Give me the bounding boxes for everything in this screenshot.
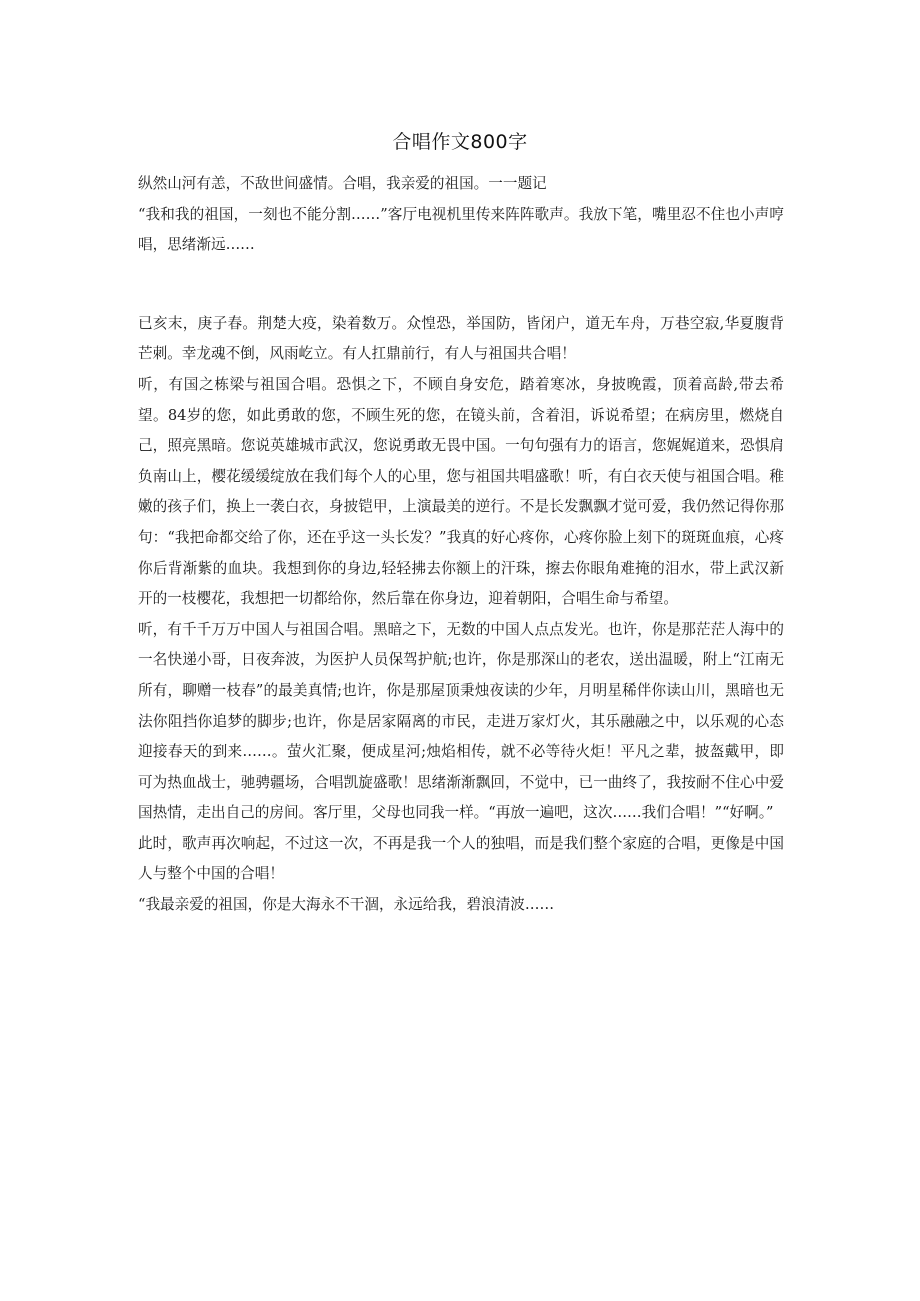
document-title: 合唱作文800字	[392, 131, 528, 153]
paragraph-family-chorus: 此时，歌声再次响起，不过这一次，不再是我一个人的独唱，而是我们整个家庭的合唱，更像是中国人与整个中国的合唱！	[138, 834, 784, 883]
paragraph-background: 已亥末，庚子春。荆楚大疫，染着数万。众惶恐，举国防，皆闭户，道无车舟，万巷空寂,华夏腹背芒刺。幸龙魂不倒，风雨屹立。有人扛鼎前行，有人与祖国共合唱！	[138, 314, 784, 363]
paragraph-intro: “我和我的祖国，一刻也不能分割……”客厅电视机里传来阵阵歌声。我放下笔，嘴里忍不住也小声哼唱，思绪渐远……	[138, 205, 784, 254]
paragraph-closing-lyric: “我最亲爱的祖国，你是大海永不干涸，永远给我，碧浪清波……	[138, 896, 555, 914]
document-body	[138, 169, 784, 921]
paragraph-pillars-and-angels: 听，有国之栋梁与祖国合唱。恐惧之下，不顾自身安危，踏着寒冰，身披晚霞，顶着高龄,带去希望。84岁的您，如此勇敢的您，不顾生死的您，在镜头前，含着泪，诉说希望；在病房里，燃烧自己，照亮黑暗。您说英雄城市武汉，您说勇敢无畏中国。一句句强有力的语言，您娓娓道来，恐惧肩负南山上，樱花缓缓绽放在我们每个人的心里，您与祖国共唱盛歌！听，有白衣天使与祖国合唱。稚嫩的孩子们，换上一袭白衣，身披铠甲，上演最美的逆行。不是长发飘飘才觉可爱，我仍然记得你那句：“我把命都交给了你，还在乎这一头长发？”我真的好心疼你，心疼你脸上刻下的斑斑血痕，心疼你后背渐紫的血块。我想到你的身边,轻轻拂去你额上的汗珠，擦去你眼角难掩的泪水，带上武汉新开的一枝樱花，我想把一切都给你，然后靠在你身边，迎着朝阳，合唱生命与希望。	[138, 375, 784, 608]
paragraph-epigraph: 纵然山河有恙，不敌世间盛情。合唱，我亲爱的祖国。一一题记	[138, 175, 547, 192]
paragraph-millions: 听，有千千万万中国人与祖国合唱。黑暗之下，无数的中国人点点发光。也许，你是那茫茫人海中的一名快递小哥，日夜奔波，为医护人员保驾护航;也许，你是那深山的老农，送出温暖，附上“江南无所有，聊赠一枝春”的最美真情;也许，你是那屋顶秉烛夜读的少年，月明星稀伴你读山川，黑暗也无法你阻挡你追梦的脚步;也许，你是居家隔离的市民，走进万家灯火，其乐融融之中，以乐观的心态迎接春天的到来……。萤火汇聚，便成星河;烛焰相传，就不必等待火炬！平凡之辈，披盔戴甲，即可为热血战士，驰骋疆场，合唱凯旋盛歌！思绪渐渐飘回，不觉中，已一曲终了，我按耐不住心中爱国热情，走出自己的房间。客厅里，父母也同我一样。“再放一遍吧，这次……我们合唱！”“好啊。”	[138, 620, 784, 822]
